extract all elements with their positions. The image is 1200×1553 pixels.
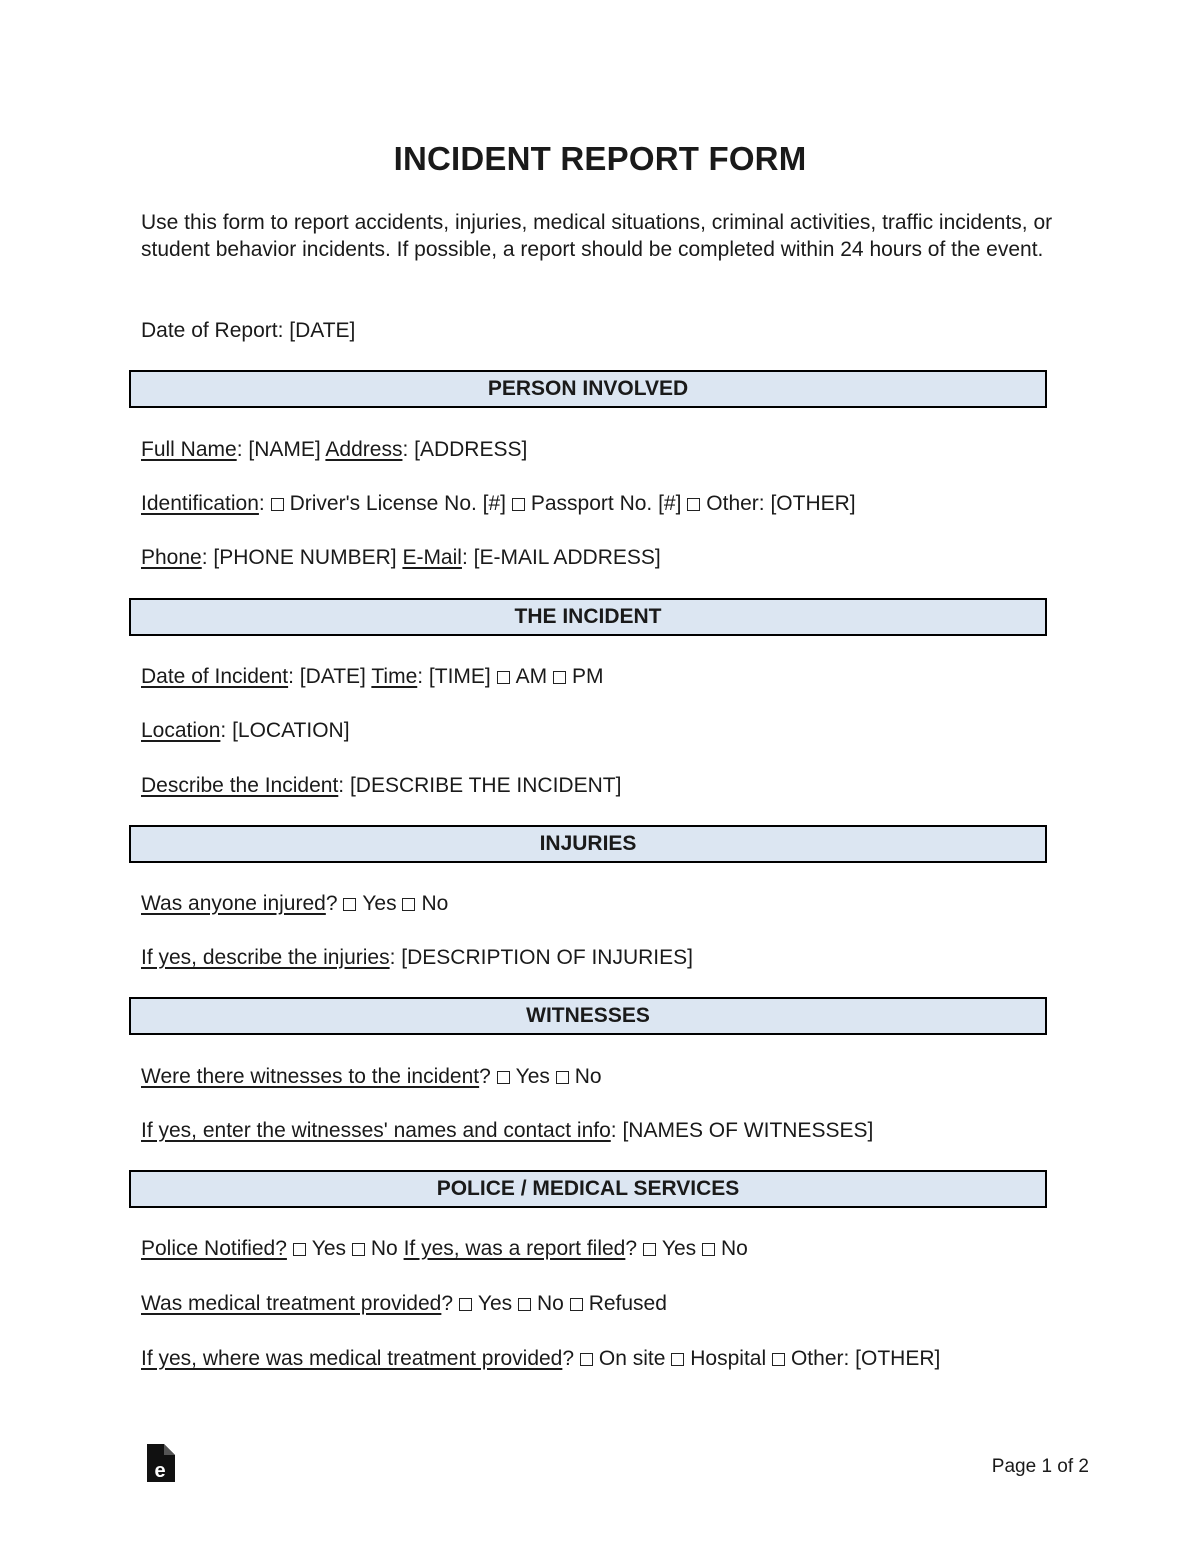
report-no-checkbox[interactable] <box>702 1243 715 1256</box>
date-of-report-line <box>141 318 355 344</box>
section-header-injuries: INJURIES <box>129 825 1047 863</box>
witness-names-label: If yes, enter the witnesses' names and contact info <box>141 1119 611 1142</box>
section-header-person: PERSON INVOLVED <box>129 370 1047 408</box>
describe-injuries-value[interactable]: [DESCRIPTION OF INJURIES] <box>401 946 693 969</box>
onsite-option: On site <box>598 1347 666 1370</box>
document-e-logo-icon <box>147 1444 175 1482</box>
injured-no-option: No <box>421 892 449 915</box>
witnesses-yes-checkbox[interactable] <box>497 1071 510 1084</box>
treatment-label: Was medical treatment provided <box>141 1292 442 1315</box>
witnesses-no-option: No <box>574 1065 602 1088</box>
report-yes-checkbox[interactable] <box>643 1243 656 1256</box>
passport-option: Passport No. [#] <box>530 492 682 515</box>
am-option: AM <box>515 665 548 688</box>
identification-label: Identification <box>141 492 259 515</box>
report-yes-option: Yes <box>661 1237 697 1260</box>
describe-injuries-line: If yes, describe the injuries: [DESCRIPTION OF INJURIES] <box>141 946 693 969</box>
report-no-option: No <box>720 1237 748 1260</box>
police-no-checkbox[interactable] <box>352 1243 365 1256</box>
hospital-checkbox[interactable] <box>671 1353 684 1366</box>
treatment-yes-checkbox[interactable] <box>459 1298 472 1311</box>
form-title: INCIDENT REPORT FORM <box>393 140 807 177</box>
injured-yes-option: Yes <box>362 892 397 915</box>
where-other-option: Other: [OTHER] <box>790 1347 941 1370</box>
section-header-police-medical: POLICE / MEDICAL SERVICES <box>129 1170 1047 1208</box>
location-label: Location <box>141 719 221 742</box>
incident-time-value[interactable]: [TIME] <box>428 665 491 688</box>
email-value[interactable]: [E-MAIL ADDRESS] <box>473 546 661 569</box>
location-value[interactable]: [LOCATION] <box>232 719 350 742</box>
witnesses-question-label: Were there witnesses to the incident <box>141 1065 480 1088</box>
am-checkbox[interactable] <box>497 671 510 684</box>
incident-date-time-line: Date of Incident: [DATE] Time: [TIME] AM PM <box>141 665 604 688</box>
incident-date-value[interactable]: [DATE] <box>299 665 366 688</box>
police-notified-label: Police Notified? <box>141 1237 287 1260</box>
pm-option: PM <box>571 665 604 688</box>
drivers-license-option: Driver's License No. [#] <box>289 492 507 515</box>
onsite-checkbox[interactable] <box>580 1353 593 1366</box>
witnesses-question-line: Were there witnesses to the incident? Yes No <box>141 1065 602 1088</box>
hospital-option: Hospital <box>690 1347 767 1370</box>
drivers-license-checkbox[interactable] <box>271 498 284 511</box>
police-yes-option: Yes <box>311 1237 347 1260</box>
intro-paragraph: Use this form to report accidents, injuries, medical situations, criminal activities, traffic incidents, or student behavior incidents. If possible, a report should be completed within 24 hours of the event. <box>141 211 1053 261</box>
svg-text:e: e <box>154 1460 166 1482</box>
police-line: Police Notified? Yes No If yes, was a report filed? Yes No <box>141 1237 748 1260</box>
phone-email-line: Phone: [PHONE NUMBER] E-Mail: [E-MAIL ADDRESS] <box>141 546 661 569</box>
treatment-line: Was medical treatment provided? Yes No Refused <box>141 1292 667 1315</box>
location-line: Location: [LOCATION] <box>141 719 350 742</box>
date-of-report-value[interactable]: [DATE] <box>289 319 356 342</box>
treatment-refused-option: Refused <box>588 1292 667 1315</box>
witness-names-value[interactable]: [NAMES OF WITNESSES] <box>622 1119 874 1142</box>
section-header-incident: THE INCIDENT <box>129 598 1047 636</box>
section-header-witnesses: WITNESSES <box>129 997 1047 1035</box>
witness-names-line: If yes, enter the witnesses' names and contact info: [NAMES OF WITNESSES] <box>141 1119 874 1142</box>
treatment-no-option: No <box>536 1292 564 1315</box>
treatment-refused-checkbox[interactable] <box>570 1298 583 1311</box>
identification-line: Identification: Driver's License No. [#] Passport No. [#] Other: [OTHER] <box>141 492 856 515</box>
treatment-where-label: If yes, where was medical treatment provided <box>141 1347 563 1370</box>
treatment-yes-option: Yes <box>477 1292 513 1315</box>
police-yes-checkbox[interactable] <box>293 1243 306 1256</box>
pm-checkbox[interactable] <box>553 671 566 684</box>
injured-no-checkbox[interactable] <box>402 898 415 911</box>
describe-incident-line: Describe the Incident: [DESCRIBE THE INCIDENT] <box>141 774 622 797</box>
witnesses-yes-option: Yes <box>515 1065 550 1088</box>
passport-checkbox[interactable] <box>512 498 525 511</box>
email-label: E-Mail <box>402 546 462 569</box>
where-other-checkbox[interactable] <box>772 1353 785 1366</box>
address-label: Address <box>325 438 403 461</box>
full-name-label: Full Name <box>141 438 237 461</box>
describe-incident-label: Describe the Incident <box>141 774 339 797</box>
incident-time-label: Time <box>371 665 418 688</box>
page-number: Page 1 of 2 <box>991 1456 1089 1477</box>
id-other-option: Other: [OTHER] <box>706 492 856 515</box>
address-value[interactable]: [ADDRESS] <box>414 438 528 461</box>
name-address-line: Full Name: [NAME] Address: [ADDRESS] <box>141 438 528 461</box>
report-filed-label: If yes, was a report filed <box>403 1237 626 1260</box>
phone-value[interactable]: [PHONE NUMBER] <box>213 546 397 569</box>
full-name-value[interactable]: [NAME] <box>248 438 321 461</box>
injured-yes-checkbox[interactable] <box>343 898 356 911</box>
incident-date-label: Date of Incident <box>141 665 289 688</box>
police-no-option: No <box>370 1237 398 1260</box>
date-of-report-label: Date of Report: <box>141 319 284 342</box>
id-other-checkbox[interactable] <box>687 498 700 511</box>
describe-incident-value[interactable]: [DESCRIBE THE INCIDENT] <box>349 774 622 797</box>
treatment-no-checkbox[interactable] <box>518 1298 531 1311</box>
phone-label: Phone <box>141 546 202 569</box>
injured-question-line: Was anyone injured? Yes No <box>141 892 449 915</box>
describe-injuries-label: If yes, describe the injuries <box>141 946 390 969</box>
witnesses-no-checkbox[interactable] <box>556 1071 569 1084</box>
treatment-where-line: If yes, where was medical treatment provided? On site Hospital Other: [OTHER] <box>141 1347 941 1370</box>
injured-question-label: Was anyone injured <box>141 892 326 915</box>
